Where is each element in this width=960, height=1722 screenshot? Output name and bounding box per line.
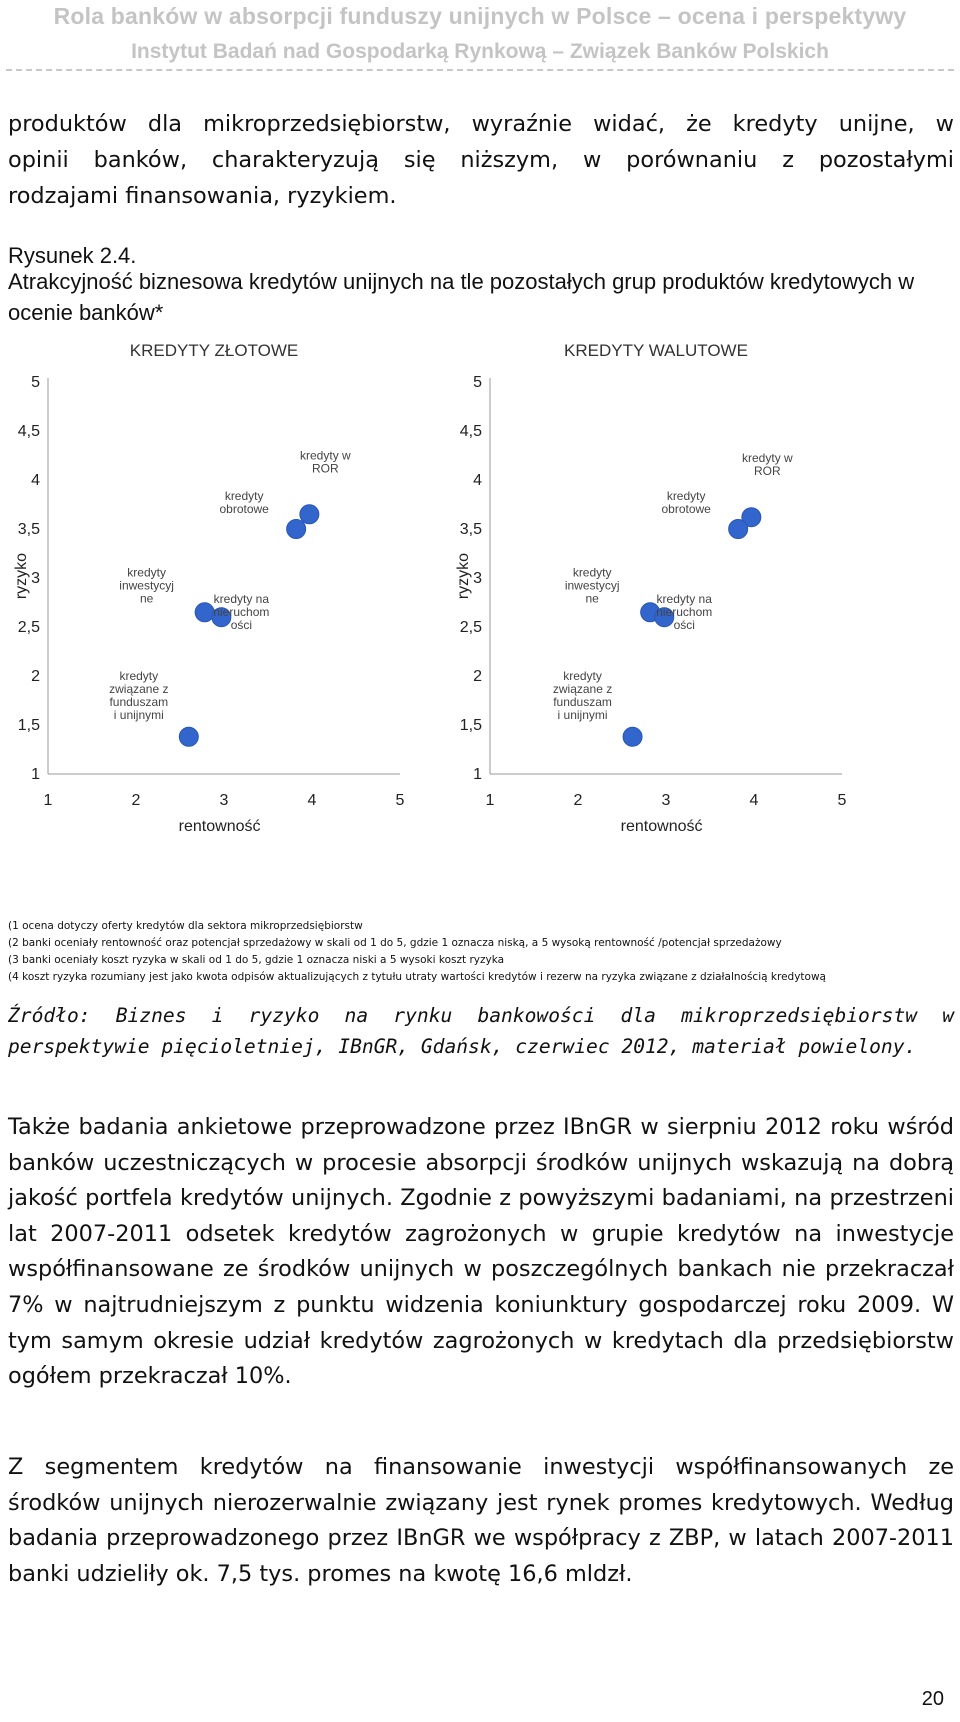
chart1-x-tick-label: 3: [219, 792, 229, 809]
chart2-data-label: kredyty: [572, 565, 612, 580]
chart1-data-point: [179, 727, 198, 746]
chart1-y-tick-label: 5: [31, 374, 40, 391]
chart2-y-tick-label: 5: [473, 374, 482, 391]
chart2-y-tick-label: 3,5: [459, 521, 482, 538]
chart1-data-label: ne: [139, 591, 154, 606]
note-3: (3 banki oceniały koszt ryzyka w skali od 1 do 5, gdzie 1 oznacza niski a 5 wysoki koszt ryzyka: [8, 954, 505, 966]
chart1-y-tick-label: 1: [31, 766, 40, 783]
chart2-x-tick-label: 2: [573, 792, 583, 809]
chart2-data-label: kredyty: [563, 668, 602, 683]
chart2-data-point: [729, 520, 748, 539]
chart2-x-tick-label: 4: [749, 792, 759, 809]
chart1-data-label: obrotowe: [219, 502, 269, 516]
scatter-charts: [0, 341, 960, 912]
chart1-y-axis-label: ryzyko: [13, 552, 30, 600]
header-title: Rola banków w absorpcji funduszy unijnych w Polsce – ocena i perspektywy: [53, 3, 907, 29]
chart1-y-tick-label: 1,5: [17, 717, 40, 734]
chart2-data-label: i unijnymi: [557, 707, 608, 722]
chart1-y-tick-label: 2,5: [17, 619, 40, 636]
intro-line-2: opinii banków, charakteryzują się niższym, w porównaniu z pozostałymi: [8, 147, 954, 173]
chart1-data-label: kredyty: [119, 668, 159, 683]
note-2: (2 banki oceniały rentowność oraz potencjał sprzedażowy w skali od 1 do 5, gdzie 1 oznacza niską, a 5 wysoką rentowność /potencjał sprzedażowy: [8, 937, 782, 949]
chart2-y-tick-label: 1: [473, 766, 482, 783]
intro-line-1: produktów dla mikroprzedsiębiorstw, wyraźnie widać, że kredyty unijne, w: [8, 111, 954, 137]
header-divider: [6, 69, 954, 71]
chart1-data-label: i unijnymi: [113, 707, 164, 722]
chart1-data-label: kredyty: [224, 489, 264, 503]
header-subtitle: Instytut Badań nad Gospodarką Rynkową – Związek Banków Polskich: [131, 40, 829, 63]
chart1-x-tick-label: 2: [131, 792, 141, 809]
chart1-y-tick-label: 4: [31, 472, 40, 489]
chart2-data-point: [623, 727, 642, 746]
chart1-data-label: kredyty na: [213, 592, 270, 607]
chart2-y-tick-label: 2: [473, 668, 482, 685]
intro-line-3: rodzajami finansowania, ryzykiem.: [8, 183, 397, 209]
chart2-x-tick-label: 1: [485, 792, 495, 809]
chart1-y-tick-label: 4,5: [17, 423, 40, 440]
chart2-y-axis-label: ryzyko: [455, 552, 472, 600]
page-number: 20: [921, 1688, 944, 1710]
chart2-data-label: kredyty w: [742, 451, 793, 466]
chart2-title: KREDYTY WALUTOWE: [564, 341, 748, 360]
note-1: (1 ocena dotyczy oferty kredytów dla sektora mikroprzedsiębiorstw: [8, 920, 363, 932]
chart1-data-label: związane z: [109, 681, 169, 696]
body-paragraph-2: Z segmentem kredytów na finansowanie inwestycji współfinansowanych ze środków unijnych nierozerwalnie związany jest rynek promes kredytowych. Według badania przeprowadzonego przez IBnGR we współpracy z ZBP, w latach 2007-2011 banki udzieliły ok. 7,5 tys. promes na kwotę 16,6 mldzł.: [8, 1454, 954, 1587]
chart1-data-point: [287, 520, 306, 539]
chart1-y-tick-label: 3: [31, 570, 40, 587]
running-header: [0, 0, 960, 64]
chart2-y-tick-label: 1,5: [459, 717, 482, 734]
chart1-data-label: inwestycyj: [119, 578, 174, 593]
chart1-data-label: ROR: [312, 461, 339, 476]
chart1-x-tick-label: 4: [307, 792, 317, 809]
chart1-data-label: kredyty w: [300, 448, 351, 463]
chart1-y-tick-label: 3,5: [17, 521, 40, 538]
chart2-y-tick-label: 4: [473, 472, 482, 489]
chart2-data-label: kredyty na: [656, 592, 712, 607]
chart2-x-tick-label: 5: [837, 792, 847, 809]
chart1-x-axis-label: rentowność: [178, 818, 261, 835]
chart1-data-label: funduszam: [109, 694, 169, 709]
chart2-x-tick-label: 3: [661, 792, 671, 809]
note-4: (4 koszt ryzyka rozumiany jest jako kwota odpisów aktualizujących z tytułu utraty wartości kredytów i rezerw na ryzyka związane z działalnością kredytową: [8, 971, 826, 983]
chart1-data-label: kredyty: [127, 565, 166, 580]
chart2-data-label: nieruchom: [656, 605, 713, 620]
chart1-data-label: nieruchom: [213, 605, 270, 620]
chart2-data-label: funduszam: [553, 694, 612, 709]
chart2-y-tick-label: 2,5: [459, 619, 482, 636]
chart2-data-label: ROR: [754, 464, 781, 479]
chart2-data-label: inwestycyj: [564, 578, 620, 593]
figure-title: Atrakcyjność biznesowa kredytów unijnych na tle pozostałych grup produktów kredytowych w ocenie banków*: [8, 269, 915, 325]
chart1-x-tick-label: 5: [395, 792, 405, 809]
chart2-data-label: obrotowe: [661, 502, 711, 516]
chart1-data-label: ości: [230, 618, 253, 633]
figure-notes: [8, 918, 958, 986]
chart2-data-label: ości: [673, 618, 695, 633]
chart1-title: KREDYTY ZŁOTOWE: [129, 341, 299, 360]
chart1-data-point: [300, 505, 319, 524]
chart1-data-point: [195, 603, 214, 622]
chart1-y-tick-label: 2: [31, 668, 40, 685]
figure-label: Rysunek 2.4.: [8, 243, 137, 268]
body-paragraph-1: Także badania ankietowe przeprowadzone przez IBnGR w sierpniu 2012 roku wśród banków uczestniczących w procesie absorpcji środków unijnych wskazują na dobrą jakość portfela kredytów unijnych. Zgodnie z powyższymi badaniami, na przestrzeni lat 2007-2011 odsetek kredytów zagrożonych w grupie kredytów na inwestycje współfinansowane ze środków unijnych w poszczególnych bankach nie przekraczał 7% w najtrudniejszym z punktu widzenia koniunktury gospodarczej roku 2009. W tym samym okresie udział kredytów zagrożonych w kredytach dla przedsiębiorstw ogółem przekraczał 10%.: [8, 1114, 954, 1390]
chart2-data-label: związane z: [552, 681, 613, 696]
chart2-data-label: ne: [585, 591, 599, 606]
figure-source: Źródło: Biznes i ryzyko na rynku bankowości dla mikroprzedsiębiorstw w perspektywie pięcioletniej, IBnGR, Gdańsk, czerwiec 2012, materiał powielony.: [8, 1004, 954, 1058]
chart2-x-axis-label: rentowność: [620, 818, 703, 835]
chart2-data-label: kredyty: [666, 489, 706, 503]
chart2-y-tick-label: 4,5: [459, 423, 482, 440]
chart1-x-tick-label: 1: [43, 792, 53, 809]
chart2-y-tick-label: 3: [473, 570, 482, 587]
